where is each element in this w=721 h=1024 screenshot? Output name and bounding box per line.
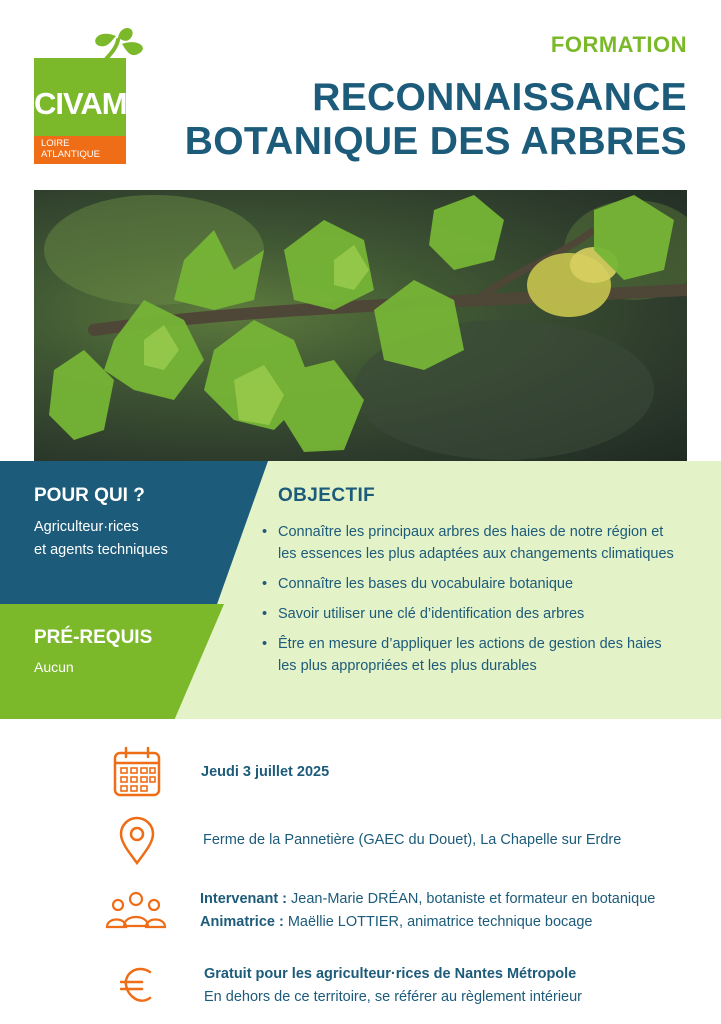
logo-civam-text: CIVAM bbox=[34, 86, 127, 121]
speakers-block bbox=[200, 888, 655, 934]
page-title bbox=[185, 76, 687, 164]
event-location: Ferme de la Pannetière (GAEC du Douet), La Chapelle sur Erdre bbox=[203, 832, 622, 848]
pricing-block bbox=[204, 963, 582, 1009]
calendar-icon bbox=[112, 746, 162, 798]
host-label: Animatrice : bbox=[200, 914, 284, 930]
logo-region-band bbox=[34, 136, 126, 164]
objective-title: OBJECTIF bbox=[278, 485, 376, 506]
objective-item: • Connaître les principaux arbres des haies de notre région et les essences les plus adaptées aux changements climatiques bbox=[262, 521, 682, 565]
formation-kicker: FORMATION bbox=[550, 32, 687, 57]
speaker-line bbox=[200, 888, 655, 911]
speaker-name: Jean-Marie DRÉAN, botaniste et formateur en botanique bbox=[287, 891, 656, 907]
objective-item: • Connaître les bases du vocabulaire botanique bbox=[262, 573, 682, 595]
euro-icon bbox=[120, 965, 154, 1005]
logo-band-line1: LOIRE bbox=[41, 138, 70, 149]
logo-band-line2: ATLANTIQUE bbox=[41, 149, 100, 160]
title-line-1: RECONNAISSANCE bbox=[312, 76, 687, 119]
group-people-icon bbox=[104, 890, 168, 930]
prerequisites-text: Aucun bbox=[34, 659, 74, 675]
prerequisites-title: PRÉ-REQUIS bbox=[34, 627, 153, 648]
host-name: Maëllie LOTTIER, animatrice technique bocage bbox=[283, 914, 593, 930]
audience-line-2: et agents techniques bbox=[34, 542, 168, 558]
audience-text bbox=[34, 516, 168, 562]
audience-line-1: Agriculteur·rices bbox=[34, 519, 139, 535]
price-free: Gratuit pour les agriculteur·rices de Nantes Métropole bbox=[204, 966, 577, 982]
location-pin-icon bbox=[118, 816, 156, 866]
objective-item: • Savoir utiliser une clé d’identification des arbres bbox=[262, 603, 682, 625]
objective-item: • Être en mesure d’appliquer les actions de gestion des haies les plus appropriées et les plus durables bbox=[262, 633, 682, 677]
objective-list bbox=[262, 521, 682, 685]
price-note: En dehors de ce territoire, se référer au règlement intérieur bbox=[204, 989, 582, 1005]
speaker-label: Intervenant : bbox=[200, 891, 288, 907]
host-line bbox=[200, 911, 655, 934]
hawthorn-leaves-photo bbox=[34, 190, 687, 462]
event-date: Jeudi 3 juillet 2025 bbox=[201, 764, 330, 780]
info-band bbox=[0, 461, 721, 719]
civam-logo bbox=[34, 26, 152, 164]
audience-title: POUR QUI ? bbox=[34, 485, 145, 506]
title-line-2: BOTANIQUE DES ARBRES bbox=[184, 120, 687, 163]
